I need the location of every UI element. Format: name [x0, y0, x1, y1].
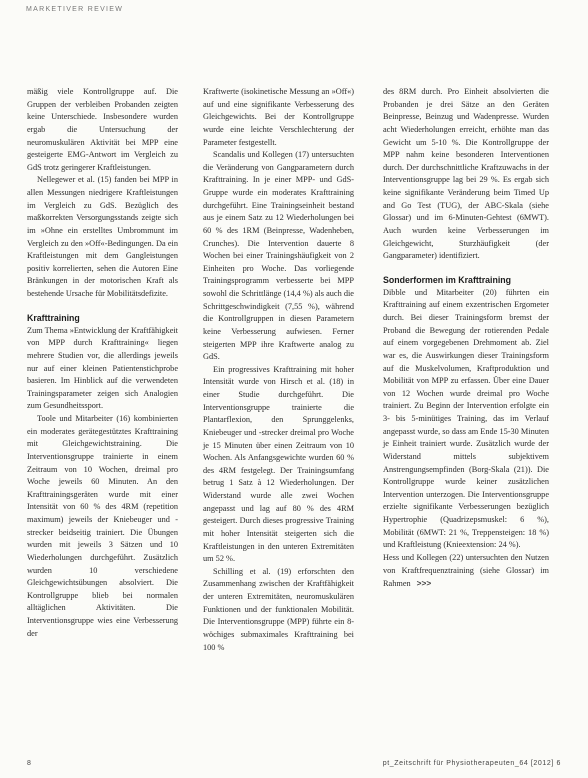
paragraph: Ein progressives Krafttraining mit hoher Intensität wurde von Hirsch et al. (18) in einer Studie durchgeführt. Die Interventionsgruppe trainierte die Plantarflexion, den Sprunggelenks, Kniebeuger und -strecker dreimal pro Woche je 15 Minuten über einen Zeitraum von 10 Wochen. Als Anfangsgewichte wurden 60 % des 4RM festgelegt. Der Trainingsumfang betrug 1 Satz à 12 Wiederholungen. Der Widerstand wurde alle zwei Wochen angepasst und lag auf 80 % des 4RM gesteigert. Durch dieses progressive Training mit hoher Intensität steigerten sich die Kraftleistungen in den unteren Extremitäten um 52 %. — [203, 364, 354, 564]
paragraph: mäßig viele Kontrollgruppe auf. Die Gruppen der verbleiben Probanden zeigten keine Unterschiede. Insbesondere wurden ergab die Untersuchung der neuromuskulären Aktivität bei MPP eine gesteigerte EMG-Antwort im Vergleich zu GdS trotz geringerer Kraftleistungen. — [27, 87, 178, 172]
paragraph: Dibble und Mitarbeiter (20) führten ein Krafttraining auf einem exzentrischen Ergometer durch. Bei dieser Trainingsform bremst der Proband die Bewegung der rotierenden Pedale auf einem vorgegebenen Drehmoment ab. Ziel war es, die Auswirkungen dieser Trainingsform auf die Muskelvolumen, Kraftproduktion und Mobilität von MPP zu erfassen. Über eine Dauer von 12 Wochen wurde dreimal pro Woche trainiert. Zu Beginn der Intervention erfolgte ein 3- bis 5-minütiges Training, das im Verlauf angepasst wurde, so dass am Ende 15-30 Minuten je Einheit trainiert wurde. Zusätzlich wurde der Widerstand mittels subjektivem Anstrengungsempfinden (Borg-Skala (21)). Die Kontrollgruppe wurde keiner zusätzlichen Intervention unterzogen. Die Interventionsgruppe erzielte signifikante Verbesserungen bezüglich Hypertrophie (Quadrizepsmuskel: 6 %), Mobilität (6MWT: 21 %, Treppensteigen: 18 %) und Kraftleistung (Knieextension: 24 %). — [383, 287, 549, 550]
paragraph: Schilling et al. (19) erforschten den Zusammenhang zwischen der Kraftfähigkeit der unteren Extremitäten, neuromuskulären Funktionen und der funktionalen Mobilität. Die Interventionsgruppe (MPP) führte ein 8-wöchiges submaximales Krafttraining bei 100 % — [203, 566, 354, 652]
page-footer — [27, 760, 561, 772]
paragraph: des 8RM durch. Pro Einheit absolvierten die Probanden je drei Sätze an den Geräten Beinpresse, Beinzug und Wadenpresse. Wurden acht Wiederholungen erreicht, erhöhte man das Gewicht um 5-10 %. Die Kontrollgruppe der MPP nahm keine besonderen Interventionen durch. Der durchschnittliche Kraftzuwachs in der Interventionsgruppe lag bei 29 %. Es ergab sich keine signifikante Veränderung beim Timed Up and Go Test (TUG), der ABC-Skala (siehe Glossar) und im 6-Minuten-Gehtest (6MWT). Auch wurden keine Verbesserungen im Gleichgewicht, Sturzhäufigkeit (der Gangparameter) identifiziert. — [383, 87, 549, 261]
paragraph: Scandalis und Kollegen (17) untersuchten die Veränderung von Gangparametern durch Krafttraining. In je einer MPP- und GdS-Gruppe wurde ein moderates Krafttraining durchgeführt. Eine Trainingseinheit bestand aus je einem Satz zu 12 Wiederholungen bei 60 % des 1RM (Beinpresse, Wadenheben, Crunches). Die Intervention dauerte 8 Wochen bei einer Trainingshäufigkeit von 2 Einheiten pro Woche. Das vorliegende Trainingsprogramm verbesserte bei MPP sowohl die Schrittlänge (14,4 %) als auch die Schrittgeschwindigkeit (7,55 %), während die Kontrollgruppen in diesen Parametern keine Verbesserung aufwiesen. Ferner steigerten MPP ihre Kraftwerte analog zu GdS. — [203, 150, 354, 362]
section-heading: Krafttraining — [27, 312, 80, 323]
text-column-3 — [383, 86, 549, 591]
page-number: 8 — [27, 760, 31, 767]
continued-marker: >>> — [416, 578, 432, 589]
text-column-1 — [27, 86, 178, 640]
paragraph: Hess und Kollegen (22) untersuchten den Nutzen von Kraftfrequenztraining (siehe Glossar) im Rahmen — [383, 552, 549, 589]
journal-citation: pt_Zeitschrift für Physiotherapeuten_64 [2012] 6 — [382, 760, 561, 767]
text-column-2 — [203, 86, 354, 654]
paragraph: Nellegewer et al. (15) fanden bei MPP in allen Messungen niedrigere Kraftleistungen im Vergleich zu GdS. Bezüglich des maßkorrekten Versorgungsstands zeigte sich im »Ohne ein erstelltes Umbrommunt im Vergleich zu den »Off«-Bedingungen. Da ein Kraftleistungen mit dem Gangleistungen positiv korrelierten, sehen die Autoren Eine Bränkungen in der motorischen Kraft als bestehende Ursache für Mobilitätsdefizite. — [27, 175, 178, 298]
paragraph: Zum Thema »Entwicklung der Kraftfähigkeit von MPP durch Krafttraining« liegen mehrere Studien vor, die allerdings jeweils nur auf einer kleinen Patientenstichprobe basieren. Im Hinblick auf die verwendeten Trainingsparameter zeigen sich Analogien zum Gesundheitssport. — [27, 325, 178, 411]
paragraph: Kraftwerte (isokinetische Messung an »Off«) auf und eine signifikante Verbesserung des Gleichgewichts. Bei der Kontrollgruppe wurde eine leichte Verschlechterung der Parameter festgestellt. — [203, 87, 354, 147]
section-heading: Sonderformen im Krafttraining — [383, 274, 512, 285]
section-header: MARKETIVER REVIEW — [26, 6, 124, 13]
paragraph: Toole und Mitarbeiter (16) kombinierten ein moderates gerätegestütztes Krafttraining mit Gleichgewichtstraining. Die Interventionsgruppe trainierte in einem Zeitraum von 10 Wochen, dreimal pro Woche jeweils 60 Minuten. An den Krafttrainingsgeräten wurde mit einer Intensität von 60 % des 4RM (repetition maximum) jeweils der Kniebeuger und -strecker beidseitig trainiert. Die Übungen wurden mit jeweils 3 Sätzen und 10 Wiederholungen durchgeführt. Zusätzlich wurden 10 verschiedene Gleichgewichtsübungen absolviert. Die Kontrollgruppe blieb bei normalen alltäglichen Aktivitäten. Die Interventionsgruppe wies eine Verbesserung der — [27, 414, 178, 638]
